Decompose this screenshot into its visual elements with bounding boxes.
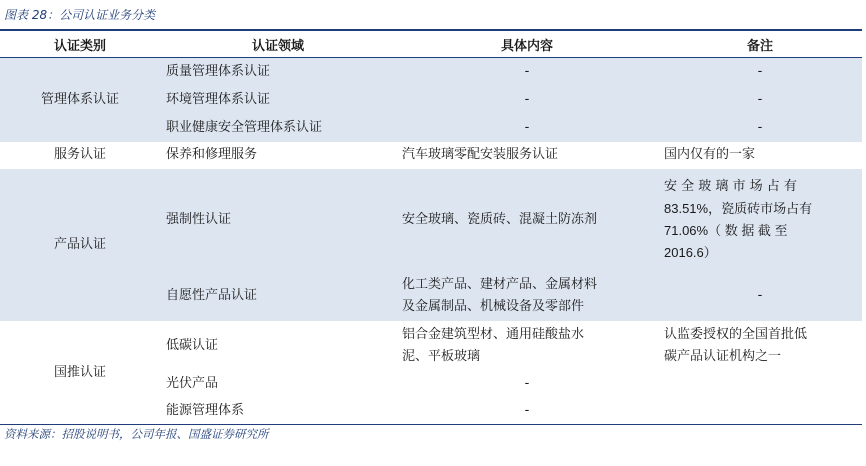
remark-line: 71.06%（ 数 据 截 至 xyxy=(664,222,788,238)
category-cell: 服务认证 xyxy=(0,142,160,169)
remark-line: 碳产品认证机构之一 xyxy=(664,348,782,364)
content-line: 泥、平板玻璃 xyxy=(402,348,481,364)
table-bottom-rule xyxy=(0,424,862,425)
field-cell: 质量管理体系认证 xyxy=(160,58,396,86)
table-row xyxy=(0,169,862,271)
field-cell: 保养和修理服务 xyxy=(166,147,258,162)
content-cell: - xyxy=(524,376,530,391)
remark-cell: 国内仅有的一家 xyxy=(664,147,756,162)
content-line: 及金属制品、机械设备及零部件 xyxy=(402,298,585,314)
content-cell xyxy=(396,321,658,371)
remark-cell: - xyxy=(658,271,862,321)
content-cell: - xyxy=(396,114,658,142)
field-cell: 光伏产品 xyxy=(166,376,219,391)
content-line: 化工类产品、建材产品、金属材料 xyxy=(402,276,598,292)
source-note: 资料来源：招股说明书，公司年报、国盛证券研究所 xyxy=(4,427,269,441)
figure-caption: 图表 28：公司认证业务分类 xyxy=(4,8,156,22)
content-cell: - xyxy=(396,86,658,114)
table-row xyxy=(0,142,862,169)
content-cell: 安全玻璃、瓷质砖、混凝土防冻剂 xyxy=(396,169,658,271)
field-cell: 低碳认证 xyxy=(166,337,219,353)
table-row xyxy=(0,58,862,86)
remark-cell xyxy=(658,321,862,371)
table-row xyxy=(0,321,862,371)
remark-cell xyxy=(658,169,862,271)
remark-line: 安 全 玻 璃 市 场 占 有 xyxy=(664,178,797,194)
field-cell: 能源管理体系 xyxy=(166,403,245,418)
content-cell: 汽车玻璃零配安装服务认证 xyxy=(402,147,559,162)
content-cell: - xyxy=(524,403,530,418)
remark-cell: - xyxy=(658,58,862,86)
category-cell: 国推认证 xyxy=(0,321,160,425)
content-line: 铝合金建筑型材、通用硅酸盐水 xyxy=(402,326,585,342)
field-cell: 强制性认证 xyxy=(160,169,396,271)
category-cell: 管理体系认证 xyxy=(0,58,160,142)
header-remark: 备注 xyxy=(658,31,862,58)
header-category: 认证类别 xyxy=(0,31,160,58)
remark-cell: - xyxy=(658,114,862,142)
remark-cell: - xyxy=(658,86,862,114)
field-cell: 环境管理体系认证 xyxy=(160,86,396,114)
remark-cell xyxy=(658,371,862,398)
content-cell: - xyxy=(396,58,658,86)
remark-line: 83.51%，瓷质砖市场占有 xyxy=(664,200,813,216)
header-field: 认证领域 xyxy=(160,31,396,58)
table-header-row xyxy=(0,31,862,58)
field-cell: 自愿性产品认证 xyxy=(160,271,396,321)
field-cell: 职业健康安全管理体系认证 xyxy=(160,114,396,142)
remark-line: 2016.6） xyxy=(664,244,717,260)
certification-table xyxy=(0,31,862,425)
header-content: 具体内容 xyxy=(396,31,658,58)
remark-cell xyxy=(658,398,862,425)
category-cell: 产品认证 xyxy=(0,169,160,321)
content-cell xyxy=(396,271,658,321)
remark-line: 认监委授权的全国首批低 xyxy=(664,326,808,342)
